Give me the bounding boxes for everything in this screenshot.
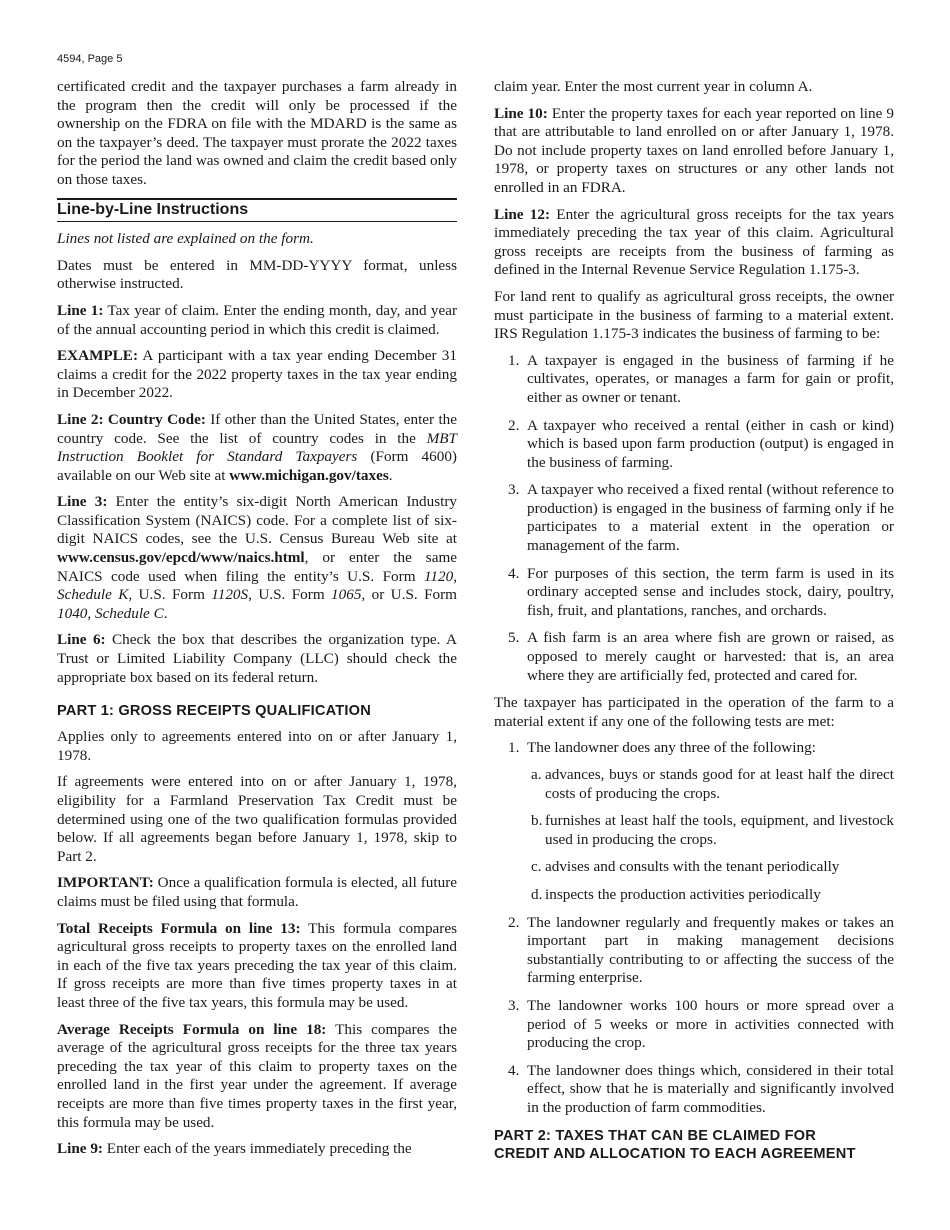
part1-title: PART 1: GROSS RECEIPTS QUALIFICATION <box>57 703 371 720</box>
list-item <box>494 565 894 621</box>
line10-paragraph <box>494 105 894 198</box>
line3-text-e: or U.S. Form <box>365 586 457 604</box>
list-item-text: The landowner regularly and frequently makes or takes an important part in making management decisions substantially contributing to or affecting the success of the farming enterprise. <box>527 913 894 987</box>
line2-text-c: . <box>388 466 393 484</box>
part1-applies: Applies only to agreements entered into on or after January 1, 1978. <box>57 728 457 764</box>
line2-label: Line 2: Country Code: <box>57 410 206 428</box>
participated-paragraph: The taxpayer has participated in the operation of the farm to a material extent if any one of the following tests are met: <box>494 694 894 730</box>
important-paragraph <box>57 874 457 911</box>
list-item <box>494 997 894 1053</box>
sub-list-item <box>494 812 894 849</box>
list-item <box>494 1062 894 1118</box>
list-marker: 1. <box>508 739 520 757</box>
line3-form1: 1120, Schedule K <box>57 567 457 604</box>
line3-form4: 1040, Schedule C <box>57 604 164 622</box>
list-item-text: The landowner does any three of the following: <box>527 739 816 757</box>
total-receipts-paragraph <box>57 920 457 1013</box>
line9-continued: claim year. Enter the most current year in column A. <box>494 78 813 95</box>
sub-list-marker: b. <box>531 812 543 830</box>
list-item-text: The landowner does things which, considered in their total effect, show that he is materially and significantly involved in the production of farm commodities. <box>527 1061 894 1116</box>
line9-paragraph <box>57 1140 457 1159</box>
line12-paragraph <box>494 206 894 280</box>
sub-list-item <box>494 766 894 803</box>
part2-title-line2: CREDIT AND ALLOCATION TO EACH AGREEMENT <box>494 1145 856 1162</box>
list-marker: 1. <box>508 351 520 369</box>
list-marker: 2. <box>508 913 520 931</box>
line3-label: Line 3: <box>57 493 108 511</box>
list-item-text: A taxpayer who received a rental (either in cash or kind) which is based upon farm production (output) is engaged in the business of farming. <box>527 416 894 471</box>
line3-form3: 1065, <box>331 586 366 604</box>
section-title: Line-by-Line Instructions <box>57 198 457 223</box>
list-item-text: The landowner works 100 hours or more spread over a period of 5 weeks or more in activities connected with producing the crop. <box>527 996 894 1052</box>
line1-text: Tax year of claim. Enter the ending month, day, and year of the annual accounting period in which this credit is claimed. <box>57 301 457 338</box>
line2-text-a: If other than the United States, enter the country code. See the list of country codes in the <box>57 410 458 447</box>
line3-text-a: Enter the entity’s six-digit North American Industry Classification System (NAICS) code. For a complete list of six-digit NAICS codes, see the U.S. Census Bureau Web site at <box>57 493 457 548</box>
lines-note: Lines not listed are explained on the form. <box>57 230 314 248</box>
left-column <box>57 78 457 1167</box>
line12-text: Enter the agricultural gross receipts for the tax years immediately preceding the tax year of this claim. Agricultural gross receipts are receipts from the business of farming as defined in the Internal Revenue Service Regulation 1.175-3. <box>494 205 894 279</box>
list-marker: 4. <box>508 1061 520 1079</box>
line2-url[interactable]: www.michigan.gov/taxes <box>229 466 389 484</box>
important-text: Once a qualification formula is elected, all future claims must be filed using that formula. <box>57 874 457 910</box>
land-rent-paragraph: For land rent to qualify as agricultural gross receipts, the owner must participate in the business of farming to a material extent. IRS Regulation 1.175-3 indicates the business of farming to be: <box>494 287 894 343</box>
list-item <box>494 629 894 685</box>
list-item-text: A taxpayer is engaged in the business of farming if he cultivates, operates, or manages a farm for gain or profit, either as owner or tenant. <box>527 351 894 406</box>
list-item <box>494 739 894 904</box>
part2-title-line1: PART 2: TAXES THAT CAN BE CLAIMED FOR <box>494 1127 816 1144</box>
line3-paragraph <box>57 493 457 623</box>
example-paragraph <box>57 347 457 403</box>
list-marker: 3. <box>508 481 520 499</box>
farming-definition-list <box>494 352 894 686</box>
line1-label: Line 1: <box>57 301 104 319</box>
line2-booklet: MBT Instruction Booklet for Standard Taxpayers <box>57 429 457 466</box>
total-receipts-label: Total Receipts Formula on line 13: <box>57 919 301 937</box>
right-column <box>494 78 894 1171</box>
sub-list-item-text: furnishes at least half the tools, equipment, and livestock used in producing the crops. <box>545 812 894 848</box>
list-item <box>494 352 894 408</box>
sub-list-marker: d. <box>531 885 543 903</box>
list-item-text: A fish farm is an area where fish are grown or raised, as opposed to merely caught or harvested: that is, an area where they are artificially fed, protected and cared for. <box>527 629 894 684</box>
average-receipts-paragraph <box>57 1021 457 1133</box>
list-item-text: A taxpayer who received a fixed rental (without reference to production) is engaged in the business of farming only if he participates to a material extent in the operation or management of the farm. <box>527 481 894 555</box>
sub-list-item <box>494 886 894 905</box>
line3-url[interactable]: www.census.gov/epcd/www/naics.html <box>57 549 305 567</box>
line10-text: Enter the property taxes for each year reported on line 9 that are attributable to land enrolled on or after January 1, 1978. Do not include property taxes on land enrolled before January 1, 1978, or property taxes on structures or any other lands not enrolled in an FDRA. <box>494 104 894 196</box>
line10-label: Line 10: <box>494 104 548 122</box>
line3-form2: 1120S <box>211 586 249 604</box>
line3-text-f: . <box>163 604 168 622</box>
sub-list-item <box>494 858 894 877</box>
part2-title <box>494 1127 894 1163</box>
example-text: A participant with a tax year ending December 31 claims a credit for the 2022 property taxes in the tax year ending in December 2022. <box>57 347 457 402</box>
dates-note: Dates must be entered in MM-DD-YYYY format, unless otherwise instructed. <box>57 256 457 293</box>
list-marker: 3. <box>508 996 520 1014</box>
list-item <box>494 417 894 473</box>
list-marker: 5. <box>508 629 520 647</box>
sub-list-item-text: inspects the production activities periodically <box>545 885 821 903</box>
part1-if: If agreements were entered into on or after January 1, 1978, eligibility for a Farmland Preservation Tax Credit must be determined using one of the two qualification formulas provided below. If all agreements began before January 1, 1978, skip to Part 2. <box>57 773 457 865</box>
total-receipts-text: This formula compares agricultural gross receipts to property taxes on the enrolled land in each of the five tax years preceding the tax year of this claim. If gross receipts are more than five times property taxes in at least three of the five tax years, this formula may be used. <box>57 919 457 1011</box>
sub-list-item-text: advises and consults with the tenant periodically <box>545 858 840 876</box>
line3-text-d: , U.S. Form <box>248 586 332 604</box>
line3-text-c: , U.S. Form <box>128 586 212 604</box>
intro-paragraph: certificated credit and the taxpayer purchases a farm already in the program then the credit will only be processed if the ownership on the FDRA on file with the MDARD is the same as on the taxpayer’s deed. The taxpayer must prorate the 2022 taxes for the period the land was owned and claim the credit based only on those taxes. <box>57 78 457 188</box>
line1-paragraph <box>57 302 457 339</box>
line2-text-b: (Form 4600) available on our Web site at <box>57 448 457 484</box>
page-label: 4594, Page 5 <box>57 53 123 65</box>
line9-text: Enter each of the years immediately preceding the <box>103 1140 412 1158</box>
list-item-text: For purposes of this section, the term farm is used in its ordinary accepted sense and includes stock, dairy, poultry, fish, fruit, and plantations, ranches, and orchards. <box>527 564 894 619</box>
sub-list-marker: a. <box>531 766 542 783</box>
line12-label: Line 12: <box>494 205 551 223</box>
list-item <box>494 914 894 988</box>
line6-paragraph <box>57 631 457 687</box>
important-label: IMPORTANT: <box>57 874 154 892</box>
line2-paragraph <box>57 411 457 485</box>
line9-label: Line 9: <box>57 1140 103 1158</box>
line6-label: Line 6: <box>57 631 106 649</box>
list-marker: 4. <box>508 564 520 582</box>
average-receipts-text: This compares the average of the agricultural gross receipts for the three tax years preceding the tax year of this claim to property taxes on the enrolled land in the first year under the agreement. If average receipts are more than five times property taxes in the first year, this formula may be used. <box>57 1020 457 1131</box>
list-marker: 2. <box>508 416 520 434</box>
line6-text: Check the box that describes the organization type. A Trust or Limited Liability Company (LLC) should check the appropriate box based on its federal return. <box>57 631 457 686</box>
example-label: EXAMPLE: <box>57 347 138 365</box>
list-item <box>494 481 894 555</box>
line3-text-b: , or enter the same NAICS code used when filing the entity’s U.S. Form <box>57 549 457 585</box>
sub-list-marker: c. <box>531 858 542 876</box>
sub-list <box>494 766 894 905</box>
average-receipts-label: Average Receipts Formula on line 18: <box>57 1020 327 1038</box>
sub-list-item-text: advances, buys or stands good for at least half the direct costs of producing the crops. <box>545 766 894 802</box>
material-tests-list <box>494 739 894 1117</box>
